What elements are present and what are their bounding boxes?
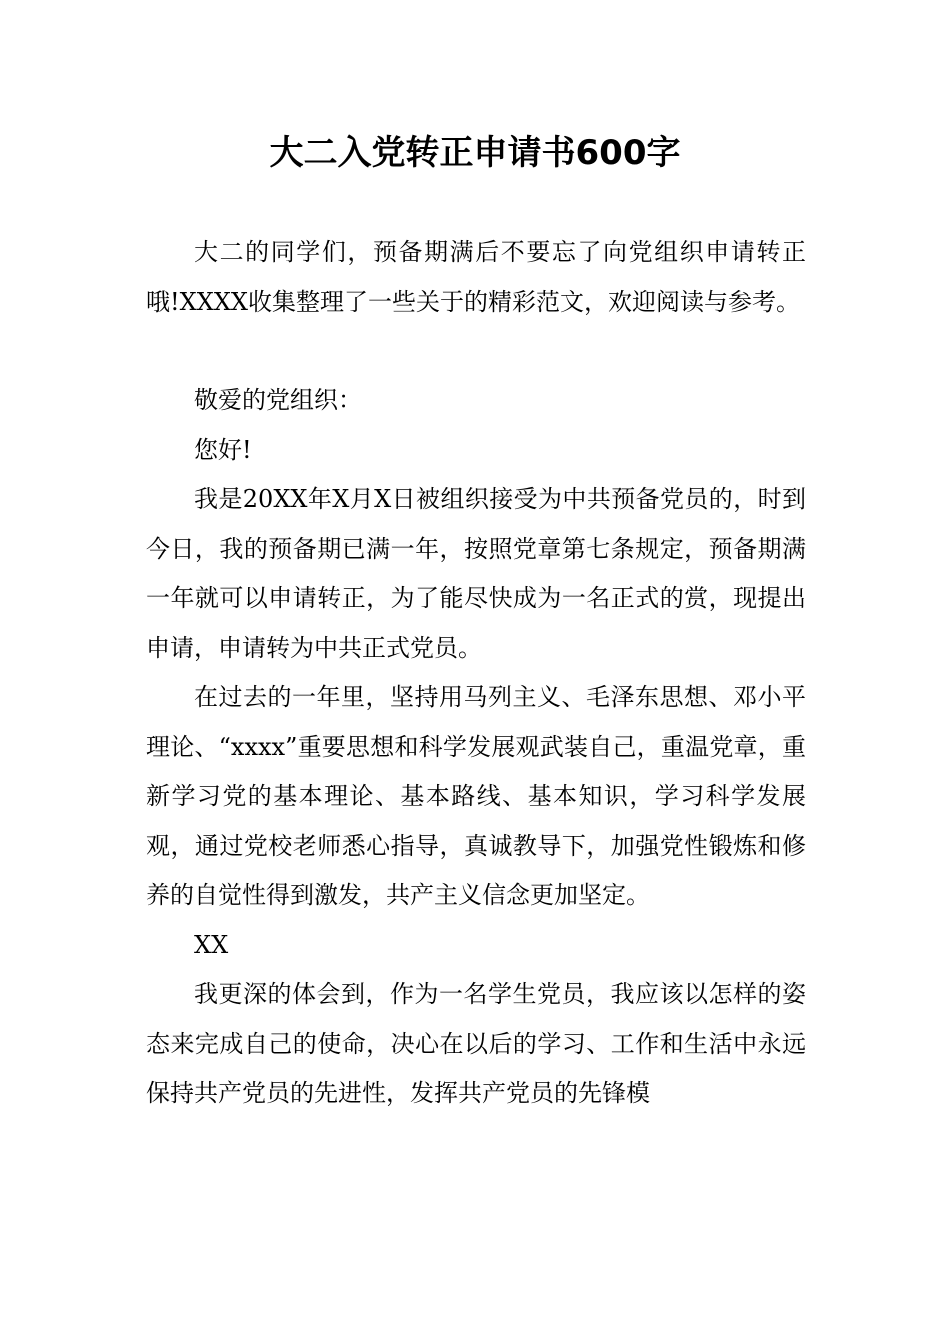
greeting: 您好! xyxy=(194,435,252,464)
body-paragraph: 我是20XX年X月X日被组织接受为中共预备党员的，时到今日，我的预备期已满一年，按照党章第七条规定，预备期满一年就可以申请转正，为了能尽快成为一名正式的赏，现提出申请，申请转为中共正式党员。 xyxy=(146,485,806,662)
body-paragraph: 我更深的体会到，作为一名学生党员，我应该以怎样的姿态来完成自己的使命，决心在以后的学习、工作和生活中永远保持共产党员的先进性，发挥共产党员的先锋模 xyxy=(146,980,806,1107)
document-body xyxy=(146,228,806,1119)
salutation: 敬爱的党组织： xyxy=(194,386,362,414)
document-title: 大二入党转正申请书600字 xyxy=(269,133,681,173)
intro-paragraph: 大二的同学们，预备期满后不要忘了向党组织申请转正哦!XXXX收集整理了一些关于的精彩范文，欢迎阅读与参考。 xyxy=(146,238,806,316)
placeholder-line: XX xyxy=(194,930,229,959)
body-paragraph: 在过去的一年里，坚持用马列主义、毛泽东思想、邓小平理论、“xxxx”重要思想和科学发展观武装自己，重温党章，重新学习党的基本理论、基本路线、基本知识，学习科学发展观，通过党校老师悉心指导，真诚教导下，加强党性锻炼和修养的自觉性得到激发，共产主义信念更加坚定。 xyxy=(146,683,806,909)
